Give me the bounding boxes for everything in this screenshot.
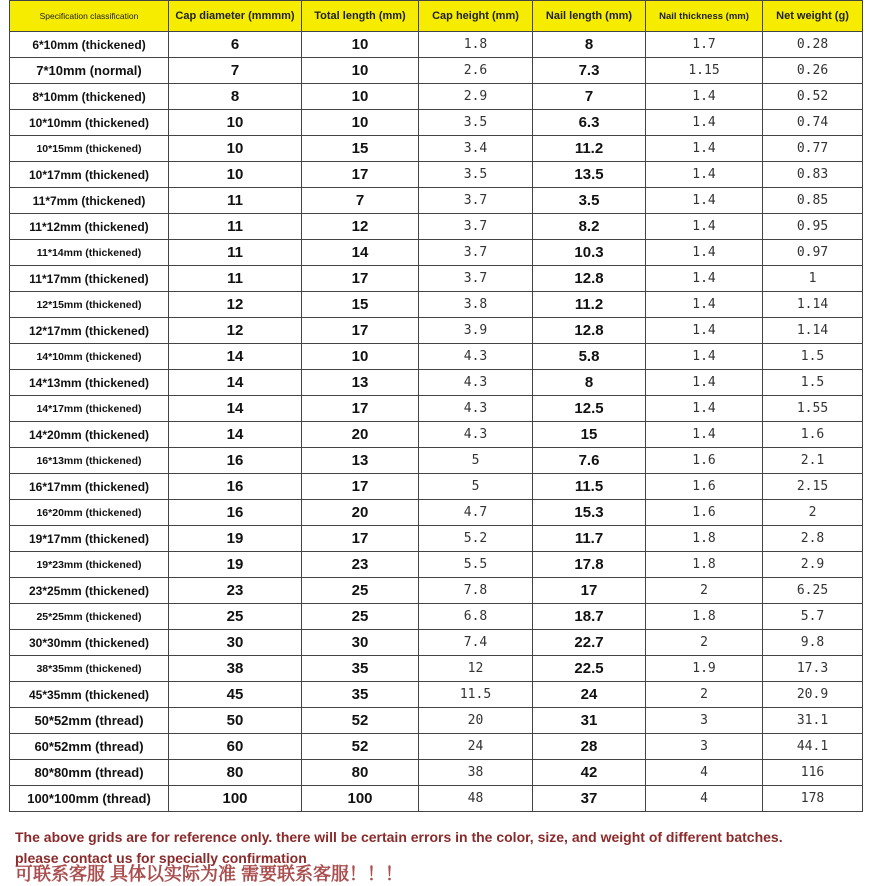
cell-nail-length: 7.6: [533, 448, 646, 474]
cell-net-weight: 2.1: [763, 448, 863, 474]
cell-cap-diameter: 25: [169, 604, 302, 630]
cell-cap-height: 7.8: [419, 578, 533, 604]
cell-total-length: 17: [302, 526, 419, 552]
cell-total-length: 25: [302, 604, 419, 630]
cell-spec: 16*17mm (thickened): [10, 474, 169, 500]
cell-net-weight: 44.1: [763, 734, 863, 760]
cell-nail-length: 7: [533, 84, 646, 110]
cell-cap-diameter: 14: [169, 344, 302, 370]
cell-cap-diameter: 19: [169, 552, 302, 578]
cell-nail-thickness: 3: [646, 708, 763, 734]
cell-cap-height: 3.5: [419, 110, 533, 136]
cell-net-weight: 1.14: [763, 292, 863, 318]
cell-nail-length: 17: [533, 578, 646, 604]
header-net-weight: Net weight (g): [763, 1, 863, 32]
table-row: [10, 240, 863, 266]
cell-cap-height: 3.8: [419, 292, 533, 318]
cell-nail-length: 3.5: [533, 188, 646, 214]
cell-spec: 38*35mm (thickened): [10, 656, 169, 682]
cell-nail-length: 17.8: [533, 552, 646, 578]
cell-spec: 14*17mm (thickened): [10, 396, 169, 422]
cell-cap-diameter: 16: [169, 500, 302, 526]
cell-total-length: 7: [302, 188, 419, 214]
table-row: [10, 58, 863, 84]
cell-cap-diameter: 11: [169, 240, 302, 266]
table-row: [10, 370, 863, 396]
cell-cap-height: 5.2: [419, 526, 533, 552]
cell-cap-height: 48: [419, 786, 533, 812]
table-row: [10, 682, 863, 708]
cell-nail-length: 18.7: [533, 604, 646, 630]
cell-nail-thickness: 1.15: [646, 58, 763, 84]
cell-cap-diameter: 38: [169, 656, 302, 682]
table-row: [10, 396, 863, 422]
table-body: [10, 32, 863, 812]
cell-total-length: 10: [302, 32, 419, 58]
cell-total-length: 100: [302, 786, 419, 812]
cell-spec: 19*17mm (thickened): [10, 526, 169, 552]
cell-cap-height: 7.4: [419, 630, 533, 656]
cell-spec: 11*17mm (thickened): [10, 266, 169, 292]
table-row: [10, 578, 863, 604]
table-row: [10, 760, 863, 786]
table-row: [10, 734, 863, 760]
cell-spec: 50*52mm (thread): [10, 708, 169, 734]
cell-net-weight: 1.14: [763, 318, 863, 344]
cell-cap-diameter: 11: [169, 188, 302, 214]
cell-nail-length: 24: [533, 682, 646, 708]
cell-nail-thickness: 1.7: [646, 32, 763, 58]
cell-total-length: 13: [302, 448, 419, 474]
header-cap-diameter: Cap diameter (mmmm): [169, 1, 302, 32]
cell-net-weight: 17.3: [763, 656, 863, 682]
cell-total-length: 12: [302, 214, 419, 240]
cell-cap-diameter: 14: [169, 422, 302, 448]
cell-cap-height: 2.6: [419, 58, 533, 84]
cell-net-weight: 0.74: [763, 110, 863, 136]
cell-nail-length: 42: [533, 760, 646, 786]
cell-total-length: 23: [302, 552, 419, 578]
cell-cap-diameter: 10: [169, 162, 302, 188]
table-row: [10, 500, 863, 526]
cell-spec: 100*100mm (thread): [10, 786, 169, 812]
cell-nail-thickness: 1.8: [646, 604, 763, 630]
cell-cap-diameter: 50: [169, 708, 302, 734]
cell-net-weight: 2: [763, 500, 863, 526]
cell-total-length: 17: [302, 474, 419, 500]
cell-nail-thickness: 1.9: [646, 656, 763, 682]
cell-cap-height: 3.4: [419, 136, 533, 162]
cell-nail-thickness: 2: [646, 682, 763, 708]
cell-cap-height: 3.5: [419, 162, 533, 188]
cell-nail-thickness: 1.4: [646, 84, 763, 110]
cell-cap-diameter: 7: [169, 58, 302, 84]
cell-cap-diameter: 23: [169, 578, 302, 604]
cell-nail-thickness: 2: [646, 578, 763, 604]
cell-cap-height: 5: [419, 474, 533, 500]
cell-total-length: 10: [302, 344, 419, 370]
cell-nail-length: 13.5: [533, 162, 646, 188]
cell-nail-length: 11.5: [533, 474, 646, 500]
cell-total-length: 52: [302, 734, 419, 760]
cell-nail-thickness: 1.4: [646, 110, 763, 136]
cell-cap-height: 24: [419, 734, 533, 760]
cell-cap-height: 4.3: [419, 396, 533, 422]
cell-nail-thickness: 1.6: [646, 500, 763, 526]
table-row: [10, 708, 863, 734]
cell-spec: 11*7mm (thickened): [10, 188, 169, 214]
header-spec: Specification classification: [10, 1, 169, 32]
cell-cap-height: 3.7: [419, 214, 533, 240]
cell-net-weight: 1.5: [763, 370, 863, 396]
cell-net-weight: 1.55: [763, 396, 863, 422]
cell-total-length: 17: [302, 266, 419, 292]
cell-cap-diameter: 30: [169, 630, 302, 656]
cell-net-weight: 0.97: [763, 240, 863, 266]
table-row: [10, 786, 863, 812]
cell-nail-length: 11.2: [533, 136, 646, 162]
cell-net-weight: 0.77: [763, 136, 863, 162]
cell-nail-thickness: 1.4: [646, 214, 763, 240]
cell-net-weight: 2.15: [763, 474, 863, 500]
cell-nail-thickness: 1.4: [646, 292, 763, 318]
cell-spec: 11*12mm (thickened): [10, 214, 169, 240]
cell-nail-length: 22.5: [533, 656, 646, 682]
cell-cap-height: 3.9: [419, 318, 533, 344]
cell-nail-length: 37: [533, 786, 646, 812]
cell-nail-thickness: 1.4: [646, 370, 763, 396]
cell-total-length: 35: [302, 682, 419, 708]
cell-nail-thickness: 3: [646, 734, 763, 760]
table-row: [10, 318, 863, 344]
cell-net-weight: 1.6: [763, 422, 863, 448]
cell-nail-thickness: 4: [646, 786, 763, 812]
table-row: [10, 448, 863, 474]
cell-net-weight: 9.8: [763, 630, 863, 656]
cell-total-length: 14: [302, 240, 419, 266]
cell-nail-length: 8: [533, 32, 646, 58]
cell-nail-thickness: 1.8: [646, 526, 763, 552]
cell-spec: 12*17mm (thickened): [10, 318, 169, 344]
cell-cap-diameter: 14: [169, 396, 302, 422]
cell-nail-length: 8.2: [533, 214, 646, 240]
cell-nail-thickness: 1.4: [646, 266, 763, 292]
cell-cap-height: 2.9: [419, 84, 533, 110]
cell-nail-length: 8: [533, 370, 646, 396]
cell-net-weight: 5.7: [763, 604, 863, 630]
cell-total-length: 15: [302, 136, 419, 162]
cell-cap-height: 1.8: [419, 32, 533, 58]
cell-cap-diameter: 10: [169, 110, 302, 136]
cell-total-length: 20: [302, 422, 419, 448]
cell-nail-thickness: 1.4: [646, 396, 763, 422]
table-row: [10, 214, 863, 240]
cell-nail-length: 11.7: [533, 526, 646, 552]
cell-spec: 12*15mm (thickened): [10, 292, 169, 318]
cell-nail-thickness: 1.6: [646, 448, 763, 474]
cell-total-length: 15: [302, 292, 419, 318]
cell-cap-diameter: 8: [169, 84, 302, 110]
cell-net-weight: 2.8: [763, 526, 863, 552]
cell-spec: 16*20mm (thickened): [10, 500, 169, 526]
cell-spec: 30*30mm (thickened): [10, 630, 169, 656]
cell-cap-diameter: 16: [169, 474, 302, 500]
cell-net-weight: 0.26: [763, 58, 863, 84]
cell-total-length: 25: [302, 578, 419, 604]
cell-cap-diameter: 6: [169, 32, 302, 58]
table-row: [10, 162, 863, 188]
cell-nail-thickness: 1.4: [646, 318, 763, 344]
table-row: [10, 552, 863, 578]
cell-spec: 10*10mm (thickened): [10, 110, 169, 136]
cell-nail-length: 11.2: [533, 292, 646, 318]
footer-note-contact: please contact us for specially confirmation: [15, 850, 307, 866]
cell-cap-height: 5.5: [419, 552, 533, 578]
cell-cap-height: 4.3: [419, 370, 533, 396]
cell-cap-diameter: 10: [169, 136, 302, 162]
cell-cap-height: 4.7: [419, 500, 533, 526]
cell-nail-thickness: 1.4: [646, 136, 763, 162]
cell-cap-height: 3.7: [419, 266, 533, 292]
cell-net-weight: 6.25: [763, 578, 863, 604]
cell-spec: 14*20mm (thickened): [10, 422, 169, 448]
cell-nail-thickness: 1.6: [646, 474, 763, 500]
cell-nail-length: 6.3: [533, 110, 646, 136]
cell-spec: 80*80mm (thread): [10, 760, 169, 786]
spec-table: [9, 0, 863, 812]
table-row: [10, 84, 863, 110]
cell-net-weight: 1: [763, 266, 863, 292]
cell-net-weight: 20.9: [763, 682, 863, 708]
cell-spec: 10*15mm (thickened): [10, 136, 169, 162]
cell-nail-length: 28: [533, 734, 646, 760]
cell-spec: 16*13mm (thickened): [10, 448, 169, 474]
cell-net-weight: 0.28: [763, 32, 863, 58]
cell-total-length: 80: [302, 760, 419, 786]
cell-cap-diameter: 12: [169, 292, 302, 318]
cell-cap-height: 6.8: [419, 604, 533, 630]
cell-nail-thickness: 1.4: [646, 240, 763, 266]
cell-nail-thickness: 1.4: [646, 344, 763, 370]
cell-cap-height: 38: [419, 760, 533, 786]
cell-net-weight: 0.95: [763, 214, 863, 240]
table-row: [10, 110, 863, 136]
cell-nail-length: 31: [533, 708, 646, 734]
cell-nail-length: 12.8: [533, 318, 646, 344]
cell-spec: 60*52mm (thread): [10, 734, 169, 760]
cell-spec: 14*10mm (thickened): [10, 344, 169, 370]
cell-cap-height: 3.7: [419, 240, 533, 266]
cell-cap-diameter: 60: [169, 734, 302, 760]
cell-cap-height: 5: [419, 448, 533, 474]
cell-nail-length: 12.8: [533, 266, 646, 292]
cell-total-length: 17: [302, 162, 419, 188]
cell-cap-height: 11.5: [419, 682, 533, 708]
footer-note-disclaimer: The above grids are for reference only. there will be certain errors in the color, size, and weight of different batches.: [15, 829, 783, 845]
header-total-length: Total length (mm): [302, 1, 419, 32]
header-nail-length: Nail length (mm): [533, 1, 646, 32]
cell-nail-thickness: 1.8: [646, 552, 763, 578]
cell-spec: 7*10mm (normal): [10, 58, 169, 84]
header-row: [10, 1, 863, 32]
table-row: [10, 656, 863, 682]
cell-net-weight: 1.5: [763, 344, 863, 370]
cell-spec: 45*35mm (thickened): [10, 682, 169, 708]
cell-nail-thickness: 2: [646, 630, 763, 656]
cell-cap-diameter: 19: [169, 526, 302, 552]
cell-nail-length: 12.5: [533, 396, 646, 422]
cell-nail-length: 15.3: [533, 500, 646, 526]
table-row: [10, 526, 863, 552]
cell-cap-diameter: 11: [169, 266, 302, 292]
cell-cap-height: 3.7: [419, 188, 533, 214]
cell-net-weight: 31.1: [763, 708, 863, 734]
table-row: [10, 630, 863, 656]
cell-cap-height: 4.3: [419, 344, 533, 370]
cell-cap-height: 12: [419, 656, 533, 682]
table-row: [10, 136, 863, 162]
cell-net-weight: 178: [763, 786, 863, 812]
cell-cap-diameter: 45: [169, 682, 302, 708]
cell-spec: 8*10mm (thickened): [10, 84, 169, 110]
cell-net-weight: 0.85: [763, 188, 863, 214]
table-row: [10, 344, 863, 370]
cell-cap-diameter: 16: [169, 448, 302, 474]
cell-cap-diameter: 80: [169, 760, 302, 786]
cell-cap-height: 4.3: [419, 422, 533, 448]
cell-total-length: 17: [302, 396, 419, 422]
cell-spec: 23*25mm (thickened): [10, 578, 169, 604]
cell-total-length: 20: [302, 500, 419, 526]
cell-total-length: 52: [302, 708, 419, 734]
cell-net-weight: 0.83: [763, 162, 863, 188]
cell-total-length: 35: [302, 656, 419, 682]
cell-cap-diameter: 14: [169, 370, 302, 396]
cell-total-length: 30: [302, 630, 419, 656]
cell-spec: 19*23mm (thickened): [10, 552, 169, 578]
cell-nail-thickness: 1.4: [646, 162, 763, 188]
table-row: [10, 474, 863, 500]
cell-total-length: 13: [302, 370, 419, 396]
cell-net-weight: 116: [763, 760, 863, 786]
cell-nail-length: 15: [533, 422, 646, 448]
cell-nail-length: 5.8: [533, 344, 646, 370]
footer-note-chinese: 可联系客服 具体以实际为准 需要联系客服！！！: [15, 864, 403, 884]
cell-net-weight: 0.52: [763, 84, 863, 110]
cell-spec: 10*17mm (thickened): [10, 162, 169, 188]
table-row: [10, 188, 863, 214]
header-nail-thickness: Nail thickness (mm): [646, 1, 763, 32]
table-row: [10, 266, 863, 292]
cell-cap-diameter: 11: [169, 214, 302, 240]
cell-spec: 11*14mm (thickened): [10, 240, 169, 266]
table-row: [10, 32, 863, 58]
cell-total-length: 10: [302, 110, 419, 136]
header-cap-height: Cap height (mm): [419, 1, 533, 32]
cell-spec: 6*10mm (thickened): [10, 32, 169, 58]
cell-nail-length: 7.3: [533, 58, 646, 84]
cell-spec: 14*13mm (thickened): [10, 370, 169, 396]
cell-nail-length: 10.3: [533, 240, 646, 266]
cell-nail-length: 22.7: [533, 630, 646, 656]
cell-total-length: 10: [302, 84, 419, 110]
cell-cap-diameter: 100: [169, 786, 302, 812]
cell-nail-thickness: 1.4: [646, 422, 763, 448]
cell-total-length: 10: [302, 58, 419, 84]
table-row: [10, 604, 863, 630]
table-row: [10, 292, 863, 318]
cell-spec: 25*25mm (thickened): [10, 604, 169, 630]
cell-cap-diameter: 12: [169, 318, 302, 344]
table-row: [10, 422, 863, 448]
cell-total-length: 17: [302, 318, 419, 344]
cell-nail-thickness: 4: [646, 760, 763, 786]
cell-net-weight: 2.9: [763, 552, 863, 578]
cell-cap-height: 20: [419, 708, 533, 734]
cell-nail-thickness: 1.4: [646, 188, 763, 214]
